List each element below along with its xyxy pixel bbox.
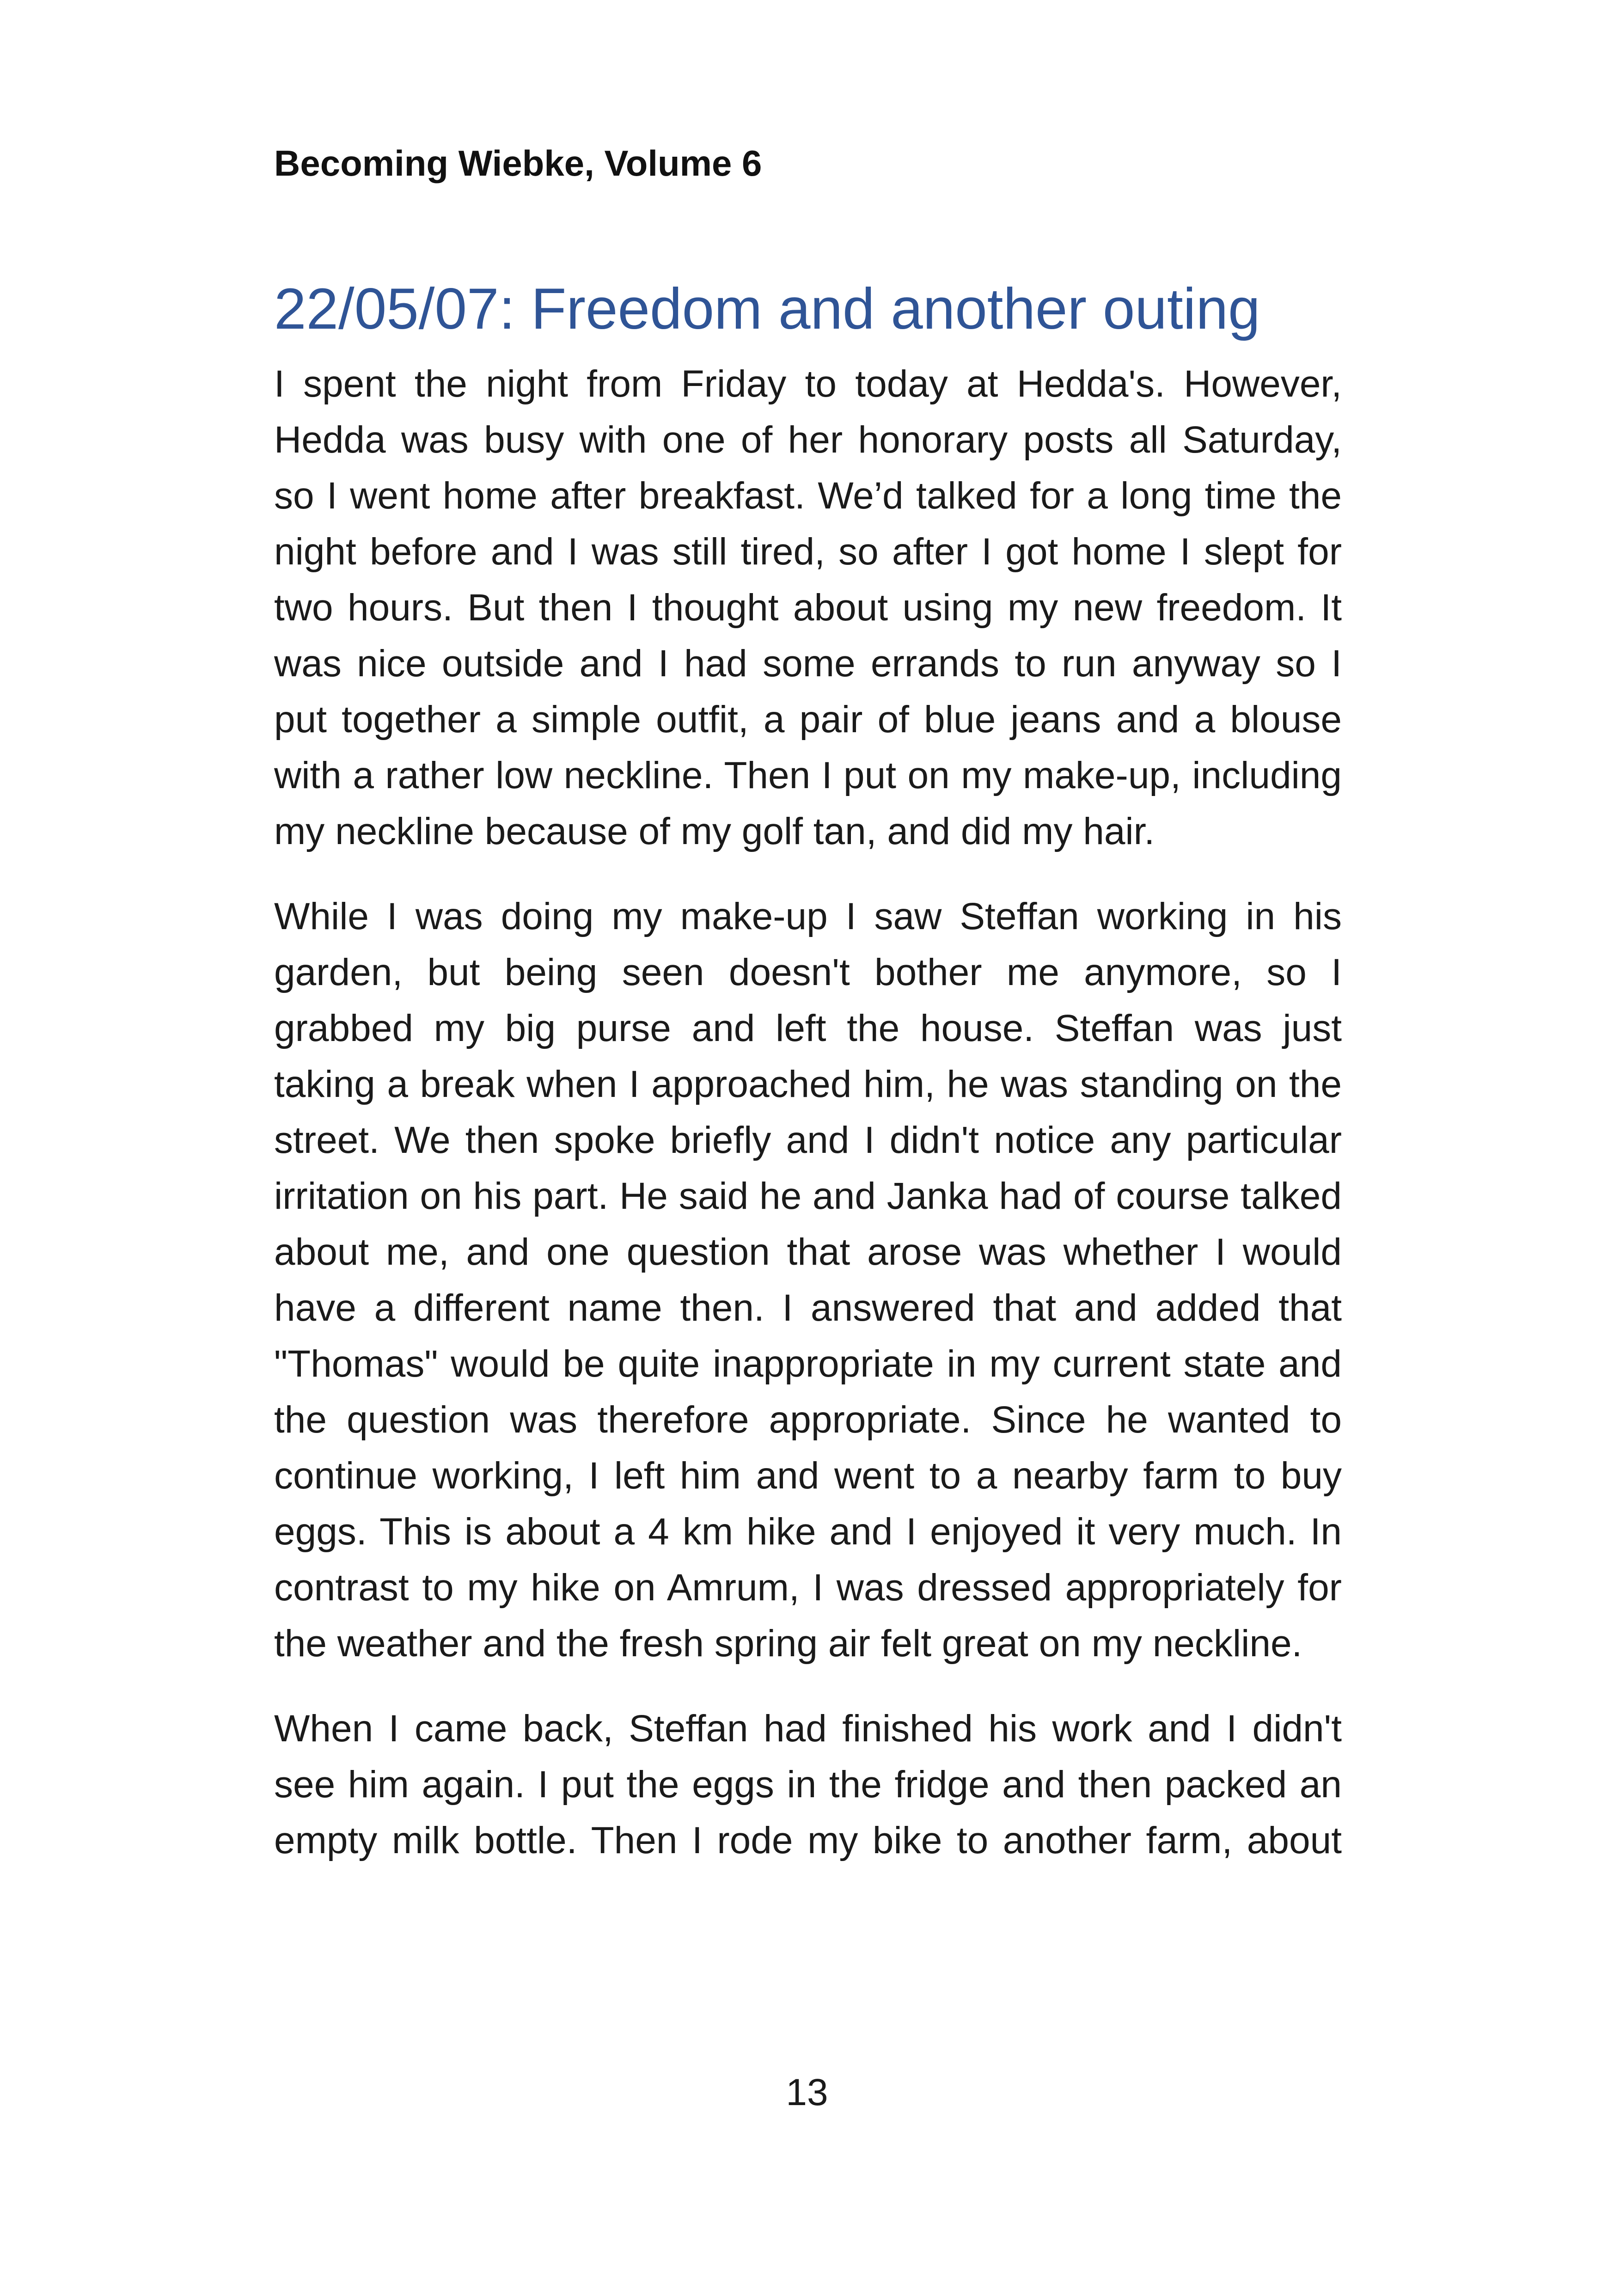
paragraph-3: When I came back, Steffan had finished his work and I didn't see him again. I put the eggs in the fridge and then packed an empty milk bottle. Then I rode my bike to another farm, about (274, 1708, 1342, 1861)
page-number: 13 (786, 2071, 828, 2113)
running-header: Becoming Wiebke, Volume 6 (274, 143, 762, 184)
paragraph-1: I spent the night from Friday to today at Hedda's. However, Hedda was busy with one of her honorary posts all Saturday, so I went home after breakfast. We’d talked for a long time the night before and I was still tired, so after I got home I slept for two hours. But then I thought about using my new freedom. It was nice outside and I had some errands to run anyway so I put together a simple outfit, a pair of blue jeans and a blouse with a rather low neckline. Then I put on my make-up, including my neckline because of my golf tan, and did my hair. (274, 363, 1342, 852)
paragraph-2: While I was doing my make-up I saw Steffan working in his garden, but being seen doesn't bother me anymore, so I grabbed my big purse and left the house. Steffan was just taking a break when I approached him, he was standing on the street. We then spoke briefly and I didn't notice any particular irritation on his part. He said he and Janka had of course talked about me, and one question that arose was whether I would have a different name then. I answered that and added that "Thomas" would be quite inappropriate in my current state and the question was therefore appropriate. Since he wanted to continue working, I left him and went to a nearby farm to buy eggs. This is about a 4 km hike and I enjoyed it very much. In contrast to my hike on Amrum, I was dressed appropriately for the weather and the fresh spring air felt great on my neckline. (274, 895, 1342, 1665)
body-text (274, 356, 1342, 1898)
chapter-title: 22/05/07: Freedom and another outing (274, 277, 1260, 341)
